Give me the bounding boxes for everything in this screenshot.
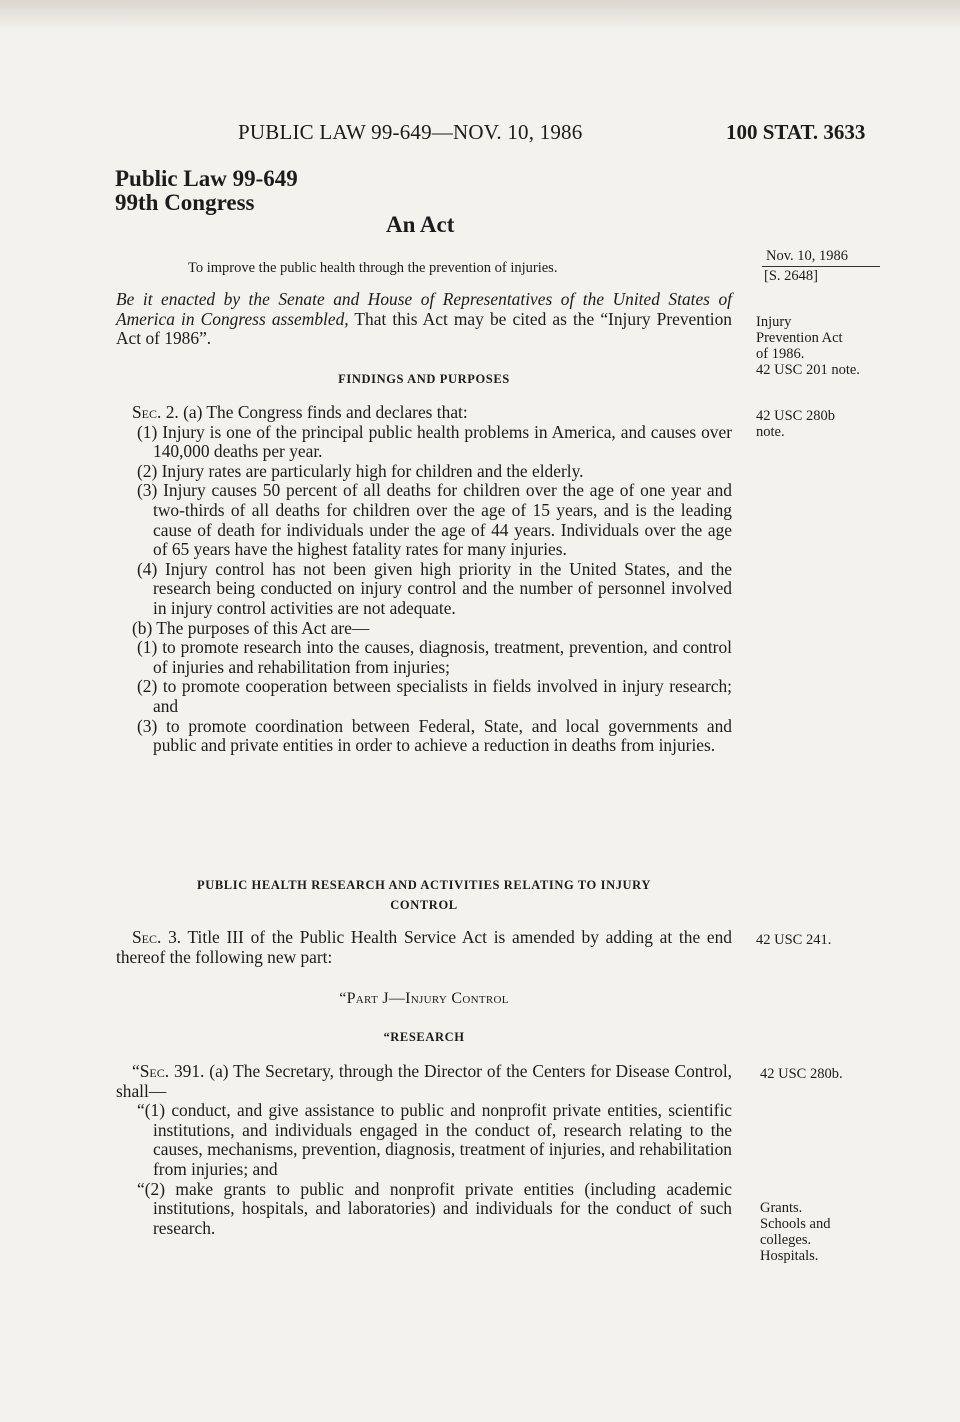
enacting-formula: Be it enacted by the Senate and House of Representatives of the United States of America in Congress assembled, bbox=[116, 289, 732, 329]
an-act-heading: An Act bbox=[386, 212, 455, 237]
sidenote-grants bbox=[760, 1200, 830, 1264]
heading-line: CONTROL bbox=[390, 898, 458, 912]
sidenote-date: Nov. 10, 1986 bbox=[766, 248, 849, 264]
sidenote-line: Injury bbox=[756, 314, 792, 330]
enacting-clause bbox=[116, 290, 732, 349]
congress-label: 99th Congress bbox=[115, 190, 255, 215]
section-heading-findings: FINDINGS AND PURPOSES bbox=[338, 372, 510, 386]
research-item: “(2) make grants to public and nonprofit private entities (including academic institutions, hospitals, and laboratories) and individuals for the conduct of such research. bbox=[137, 1178, 732, 1238]
section-label: “Sec. bbox=[132, 1061, 170, 1081]
research-item: “(1) conduct, and give assistance to public and nonprofit private entities, scientific institutions, and individuals engaged in the conduct of, research relating to the causes, mechanisms, prevention, diagnosis, treatment of injuries, and rehabilitation from injuries; and bbox=[137, 1100, 732, 1179]
purpose-item: (2) to promote cooperation between specialists in fields involved in injury research; and bbox=[137, 676, 732, 716]
finding-item: (4) Injury control has not been given high priority in the United States, and the research being conducted on injury control and the number of personnel involved in injury control activities are not adequate. bbox=[137, 558, 732, 618]
section-391-intro bbox=[116, 1062, 732, 1101]
sidenote-line: note. bbox=[756, 424, 785, 440]
sidenote-line: Grants. bbox=[760, 1200, 803, 1216]
section-2 bbox=[116, 403, 732, 756]
research-heading: “RESEARCH bbox=[383, 1030, 465, 1044]
sidenote-sec391-cite: 42 USC 280b. bbox=[760, 1066, 843, 1082]
section-391 bbox=[116, 1062, 732, 1238]
running-head: PUBLIC LAW 99-649—NOV. 10, 1986 bbox=[238, 120, 583, 144]
sidenote-bill-number: [S. 2648] bbox=[764, 268, 818, 284]
sidenote-line: Prevention Act bbox=[756, 330, 843, 346]
scan-edge bbox=[0, 0, 960, 30]
statute-page-number: 100 STAT. 3633 bbox=[726, 120, 866, 144]
section-3 bbox=[116, 928, 732, 967]
section-2-intro bbox=[116, 403, 732, 423]
purpose-item: (3) to promote coordination between Federal, State, and local governments and public and private entities in order to achieve a reduction in deaths from injuries. bbox=[137, 715, 732, 756]
sidenote-short-title bbox=[756, 314, 860, 378]
section-2-intro-text: (a) The Congress finds and declares that: bbox=[178, 402, 468, 422]
sidenote-line: colleges. bbox=[760, 1232, 812, 1248]
short-title-text: That this Act may be cited as the “Injury Prevention Act of 1986”. bbox=[116, 308, 733, 349]
section-label: Sec. 3. bbox=[132, 927, 182, 947]
sidenote-line: Schools and bbox=[760, 1216, 831, 1232]
purpose-item: (1) to promote research into the causes, diagnosis, treatment, prevention, and control of injuries and rehabilitation from injuries; bbox=[137, 637, 732, 677]
sidenote-line: Hospitals. bbox=[760, 1248, 819, 1264]
section-heading-public-health bbox=[116, 875, 732, 915]
purposes-intro: (b) The purposes of this Act are— bbox=[132, 617, 370, 638]
sidenote-sec2-cite bbox=[756, 408, 835, 440]
part-j-title: “Part J—Injury Control bbox=[339, 990, 509, 1007]
heading-line: PUBLIC HEALTH RESEARCH AND ACTIVITIES RELATING TO INJURY bbox=[197, 878, 651, 892]
finding-item: (2) Injury rates are particularly high for children and the elderly. bbox=[137, 460, 584, 481]
act-purpose: To improve the public health through the prevention of injuries. bbox=[188, 260, 558, 276]
finding-item: (3) Injury causes 50 percent of all deaths for children over the age of one year and two-thirds of all deaths for children over the age of 15 years, and is the leading cause of death for individuals under the age of 44 years. Individuals over the age of 65 years have the highest fatality rates for many injuries. bbox=[137, 480, 732, 560]
public-law-number: Public Law 99-649 bbox=[115, 166, 298, 191]
sidenote-sec3-cite: 42 USC 241. bbox=[756, 932, 832, 948]
section-label: Sec. 2. bbox=[132, 402, 179, 422]
sidenote-line: of 1986. bbox=[756, 346, 805, 362]
section-3-text: Title III of the Public Health Service Act is amended by adding at the end thereof the following new part: bbox=[116, 927, 733, 967]
section-391-text: 391. (a) The Secretary, through the Director of the Centers for Disease Control, shall— bbox=[116, 1061, 732, 1101]
finding-item: (1) Injury is one of the principal public health problems in America, and causes over 140,000 deaths per year. bbox=[137, 421, 732, 462]
sidenote-line: 42 USC 201 note. bbox=[756, 362, 860, 378]
sidenote-rule bbox=[762, 266, 880, 267]
sidenote-line: 42 USC 280b bbox=[756, 408, 835, 424]
